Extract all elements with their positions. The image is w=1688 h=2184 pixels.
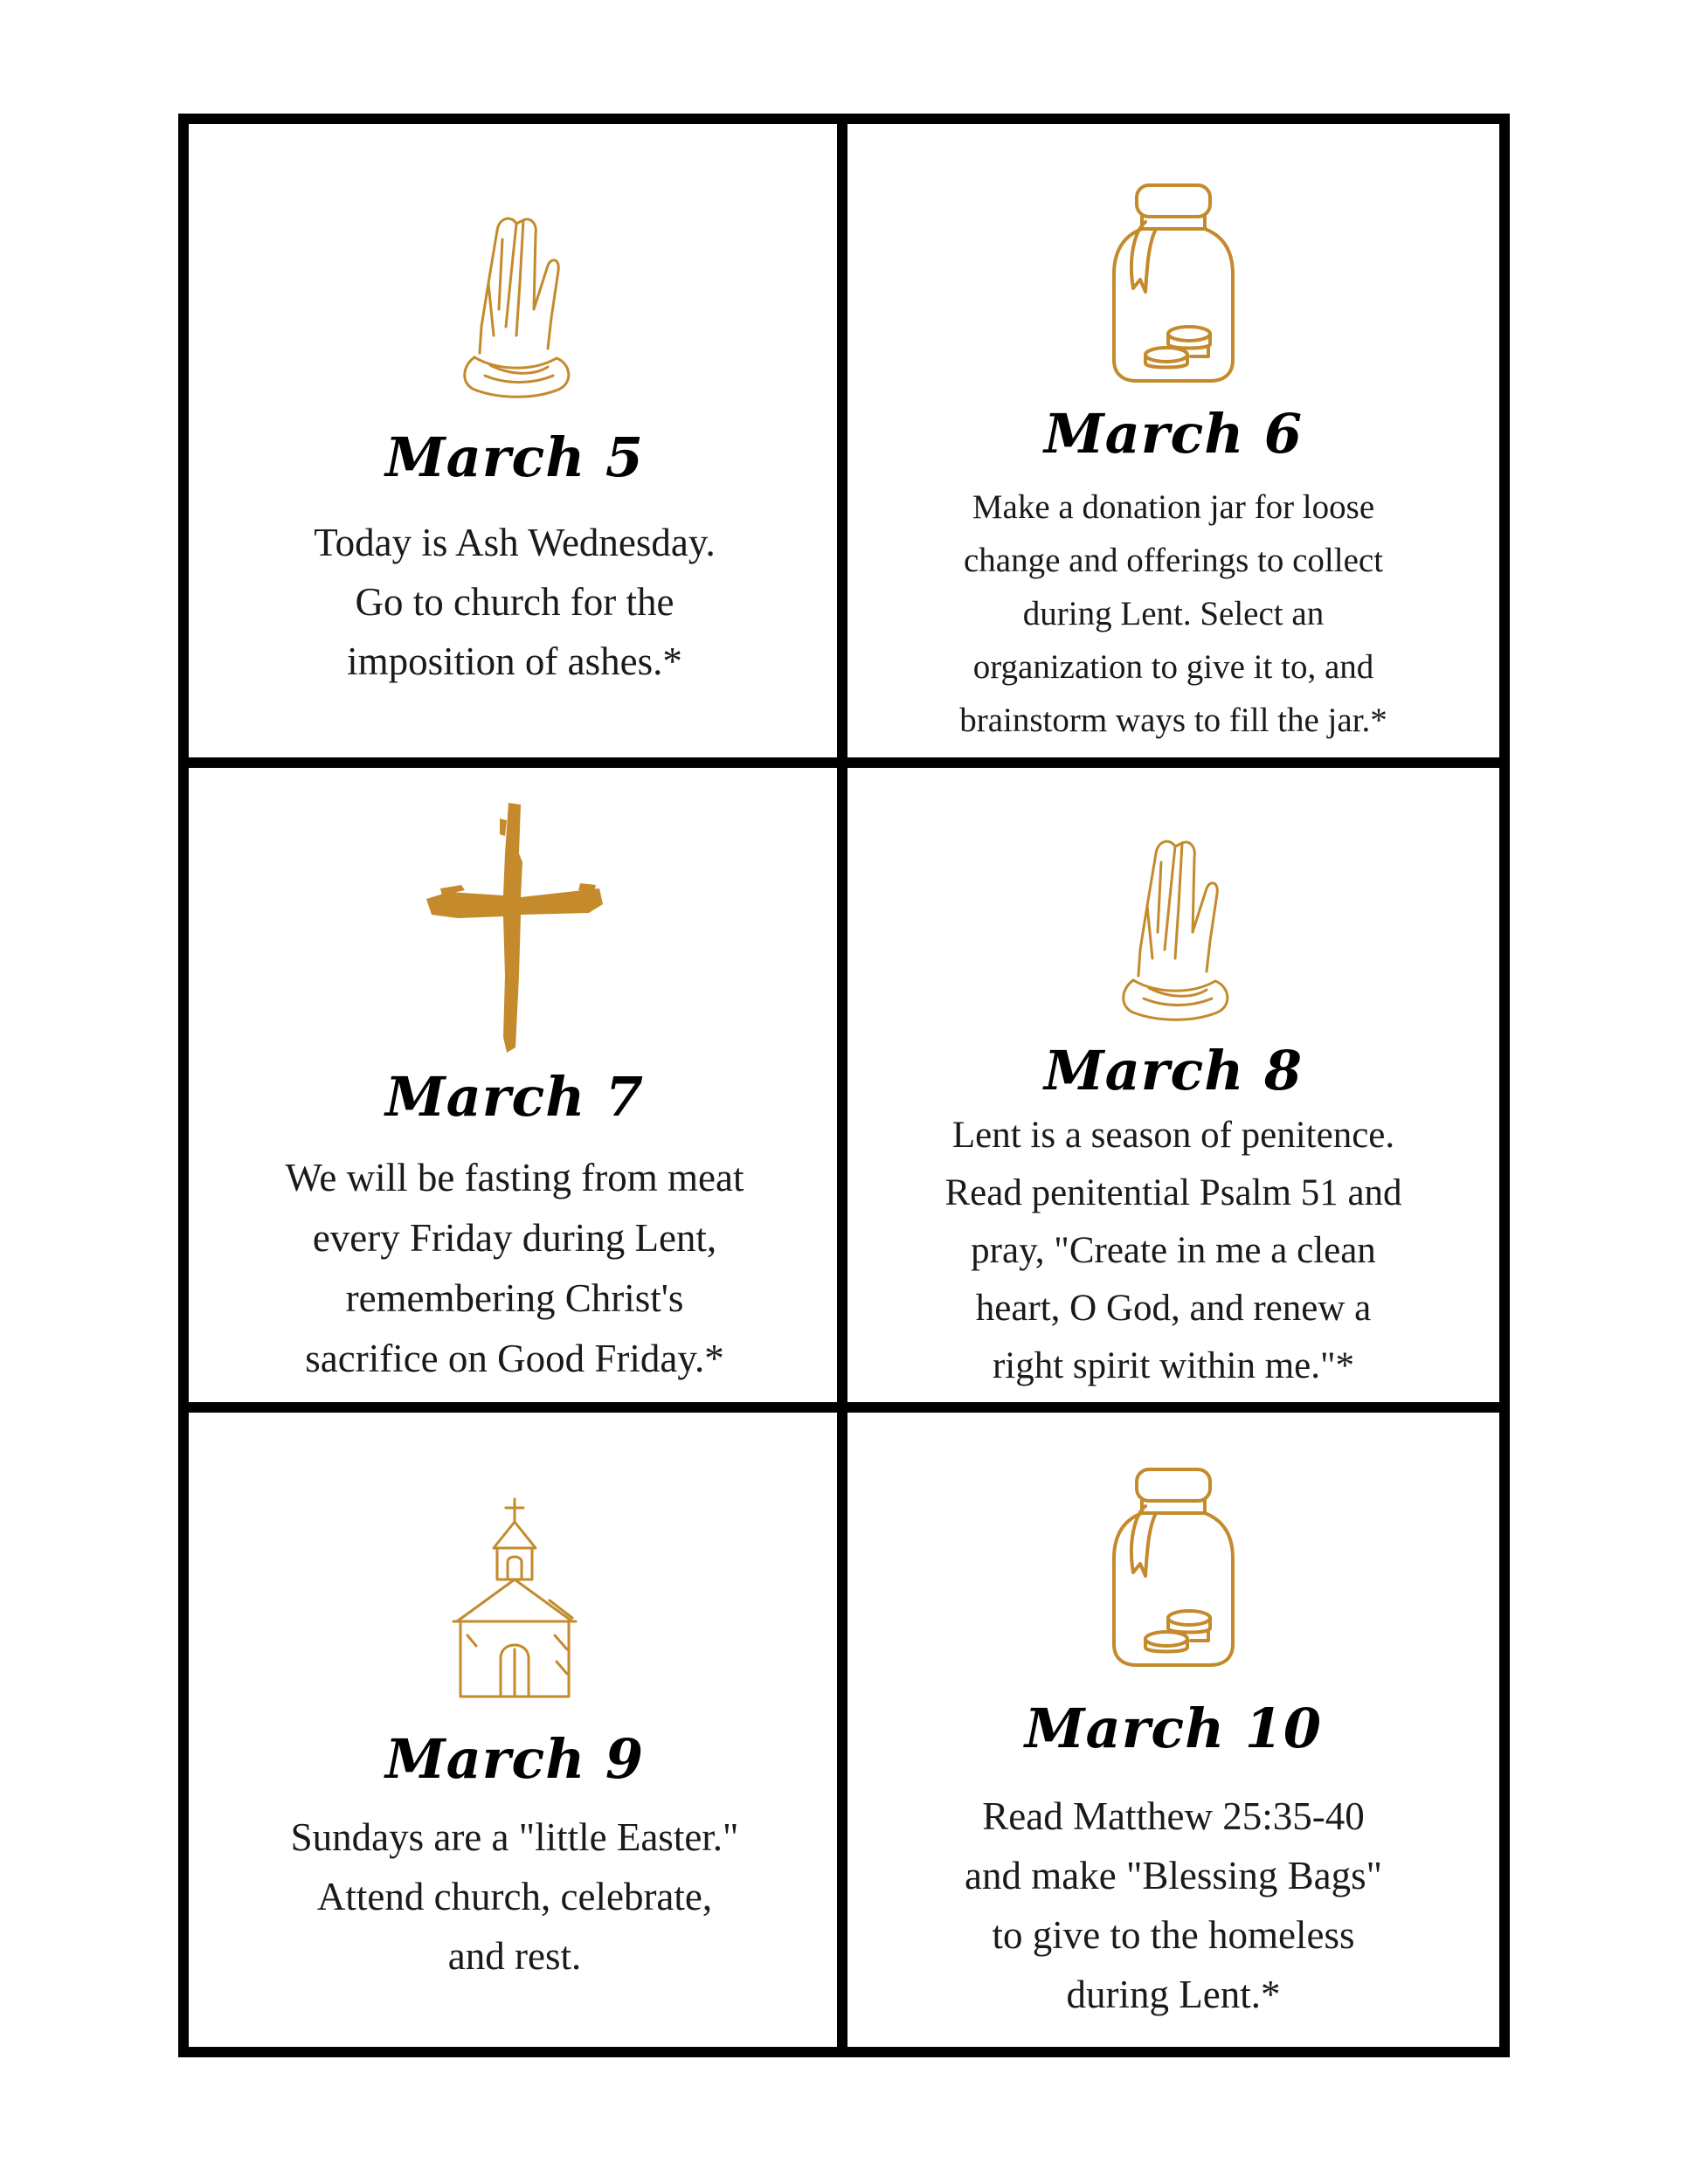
text-line: to give to the homeless [992, 1913, 1355, 1957]
text-line: sacrifice on Good Friday.* [305, 1337, 724, 1380]
text-line: Lent is a season of penitence. [951, 1115, 1395, 1156]
card-march-6 [837, 114, 1510, 769]
card-march-7 [178, 757, 851, 1413]
coin-jar-icon [1095, 176, 1252, 386]
card-date: March 8 [1043, 1039, 1304, 1102]
praying-hands-icon [1095, 827, 1252, 1028]
text-line: Attend church, celebrate, [316, 1875, 713, 1918]
text-line: change and offerings to collect [963, 542, 1384, 579]
text-line: Make a donation jar for loose [972, 488, 1375, 526]
card-date: March 9 [384, 1727, 645, 1791]
text-line: every Friday during Lent, [312, 1216, 717, 1260]
text-line: pray, "Create in me a clean [971, 1230, 1376, 1271]
text-line: organization to give it to, and [972, 648, 1374, 686]
card-march-10 [837, 1402, 1510, 2057]
text-line: Read penitential Psalm 51 and [944, 1172, 1402, 1213]
card-date: March 10 [1024, 1697, 1323, 1760]
text-line: and rest. [447, 1934, 582, 1978]
card-text [215, 1148, 814, 1389]
text-line: during Lent. Select an [1022, 595, 1325, 632]
praying-hands-icon [436, 204, 593, 405]
card-text [874, 480, 1473, 747]
church-icon [436, 1496, 593, 1705]
cross-icon [423, 801, 606, 1054]
card-text [874, 1787, 1473, 2024]
text-line: Sundays are a "little Easter." [290, 1815, 739, 1859]
coin-jar-icon [1095, 1461, 1252, 1670]
text-line: during Lent.* [1066, 1973, 1281, 2016]
card-march-8 [837, 757, 1510, 1413]
card-text [874, 1107, 1473, 1395]
card-march-5 [178, 114, 851, 769]
text-line: brainstorm ways to fill the jar.* [959, 702, 1387, 739]
text-line: imposition of ashes.* [347, 639, 682, 683]
text-line: and make "Blessing Bags" [965, 1854, 1382, 1897]
text-line: Today is Ash Wednesday. [314, 521, 716, 564]
text-line: heart, O God, and renew a [975, 1288, 1372, 1329]
card-date: March 6 [1043, 402, 1304, 466]
card-date: March 5 [384, 425, 645, 489]
text-line: Go to church for the [355, 580, 675, 624]
card-text [215, 513, 814, 691]
card-march-9 [178, 1402, 851, 2057]
text-line: We will be fasting from meat [285, 1156, 744, 1199]
text-line: Read Matthew 25:35-40 [982, 1794, 1365, 1838]
card-text [215, 1807, 814, 1986]
text-line: right spirit within me."* [992, 1345, 1355, 1386]
card-date: March 7 [384, 1065, 645, 1129]
text-line: remembering Christ's [345, 1276, 684, 1320]
